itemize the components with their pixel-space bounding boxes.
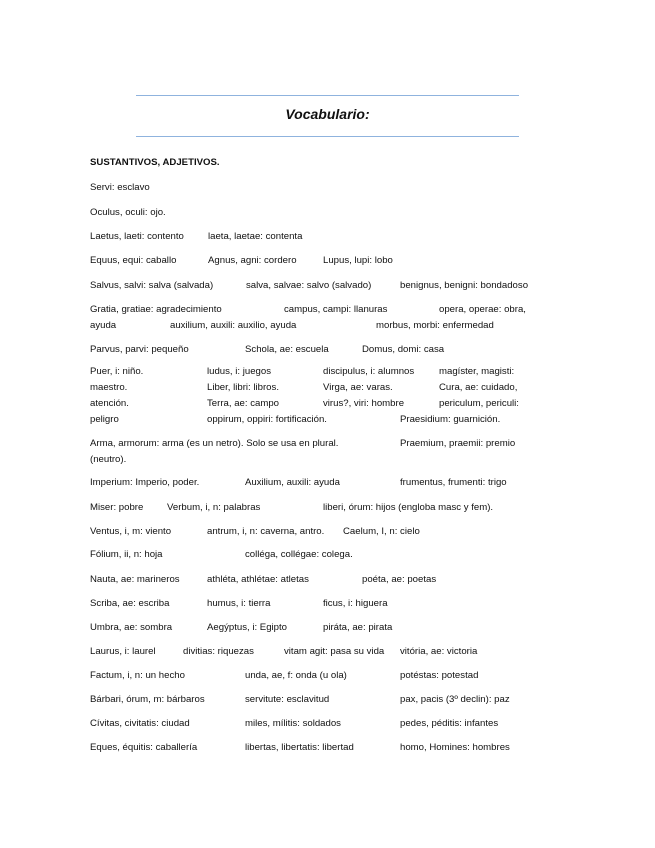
vocab-entry: divitias: riquezas [183,646,254,657]
vocab-entry: Praesidium: guarnición. [400,414,501,425]
vocab-entry: humus, i: tierra [207,598,271,609]
vocab-entry: servitute: esclavitud [245,694,330,705]
vocab-entry: maestro. [90,382,128,393]
vocab-entry: Miser: pobre [90,502,144,513]
vocab-entry: Umbra, ae: sombra [90,622,173,633]
vocab-entry: magíster, magisti: [439,366,515,377]
vocab-entry: morbus, morbi: enfermedad [376,320,494,331]
vocab-entry: laeta, laetae: contenta [208,231,303,242]
vocab-entry: Puer, i: niño. [90,366,144,377]
vocab-entry: Oculus, oculi: ojo. [90,207,166,218]
vocab-entry: Gratia, gratiae: agradecimiento [90,304,222,315]
vocab-entry: Cívitas, civitatis: ciudad [90,718,190,729]
vocab-entry: Parvus, parvi: pequeño [90,344,189,355]
vocab-entry: oppirum, oppiri: fortificación. [207,414,327,425]
bottom-rule [136,136,519,137]
vocab-entry: (neutro). [90,454,127,465]
vocab-entry: antrum, i, n: caverna, antro. [207,526,325,537]
vocab-entry: Domus, domi: casa [362,344,445,355]
vocab-entry: Imperium: Imperio, poder. [90,477,200,488]
section-heading: SUSTANTIVOS, ADJETIVOS. [90,157,220,168]
vocab-entry: ayuda [90,320,117,331]
vocab-entry: Laurus, i: laurel [90,646,156,657]
vocab-entry: piráta, ae: pirata [323,622,393,633]
vocab-entry: unda, ae, f: onda (u ola) [245,670,347,681]
vocab-entry: atención. [90,398,129,409]
vocab-entry: vitória, ae: victoria [400,646,478,657]
vocab-entry: virus?, viri: hombre [323,398,405,409]
vocab-entry: pax, pacis (3º declin): paz [400,694,510,705]
vocab-entry: Nauta, ae: marineros [90,574,180,585]
vocab-entry: homo, Homines: hombres [400,742,510,753]
vocab-entry: Aegýptus, i: Egipto [207,622,287,633]
vocab-entry: ludus, i: juegos [207,366,271,377]
vocab-entry: Servi: esclavo [90,182,150,193]
vocab-entry: poéta, ae: poetas [362,574,437,585]
vocab-entry: Scriba, ae: escriba [90,598,170,609]
vocab-entry: miles, mílitis: soldados [245,718,341,729]
vocab-entry: Arma, armorum: arma (es un netro). Solo se usa en plural. [90,438,339,449]
vocab-entry: Verbum, i, n: palabras [167,502,261,513]
vocab-entry: Salvus, salvi: salva (salvada) [90,280,214,291]
vocab-entry: campus, campi: llanuras [284,304,388,315]
vocab-entry: Praemium, praemii: premio [400,438,516,449]
vocab-entry: liberi, órum: hijos (engloba masc y fem). [323,502,494,513]
vocab-entry: Factum, i, n: un hecho [90,670,185,681]
vocab-entry: benignus, benigni: bondadoso [400,280,529,291]
vocab-entry: Ventus, i, m: viento [90,526,172,537]
top-rule [136,95,519,96]
vocab-entry: Bárbari, órum, m: bárbaros [90,694,205,705]
vocab-entry: colléga, collégae: colega. [245,549,353,560]
vocab-entry: Equus, equi: caballo [90,255,177,266]
vocab-entry: Caelum, I, n: cielo [343,526,420,537]
vocab-entry: Eques, équitis: caballería [90,742,198,753]
vocab-entry: Schola, ae: escuela [245,344,329,355]
vocab-entry: periculum, periculi: [439,398,519,409]
vocab-entry: ficus, i: higuera [323,598,388,609]
vocab-entry: auxilium, auxili: auxilio, ayuda [170,320,297,331]
vocab-entry: Liber, libri: libros. [207,382,279,393]
vocab-entry: Virga, ae: varas. [323,382,393,393]
vocab-entry: Fólium, ii, n: hoja [90,549,163,560]
vocab-entry: Terra, ae: campo [207,398,279,409]
vocab-entry: vitam agit: pasa su vida [284,646,385,657]
page-title: Vocabulario: [285,106,370,122]
vocab-entry: salva, salvae: salvo (salvado) [246,280,372,291]
vocab-entry: frumentus, frumenti: trigo [400,477,507,488]
vocab-entry: pedes, péditis: infantes [400,718,499,729]
vocab-entry: Laetus, laeti: contento [90,231,184,242]
vocab-entry: Auxilium, auxili: ayuda [245,477,340,488]
vocab-entry: Cura, ae: cuidado, [439,382,518,393]
vocab-entry: Agnus, agni: cordero [208,255,297,266]
vocab-entry: opera, operae: obra, [439,304,526,315]
vocab-entry: discipulus, i: alumnos [323,366,415,377]
vocab-entry: peligro [90,414,119,425]
vocab-entry: athléta, athlétae: atletas [207,574,309,585]
vocab-entry: potéstas: potestad [400,670,479,681]
vocab-entry: libertas, libertatis: libertad [245,742,354,753]
vocab-entry: Lupus, lupi: lobo [323,255,393,266]
